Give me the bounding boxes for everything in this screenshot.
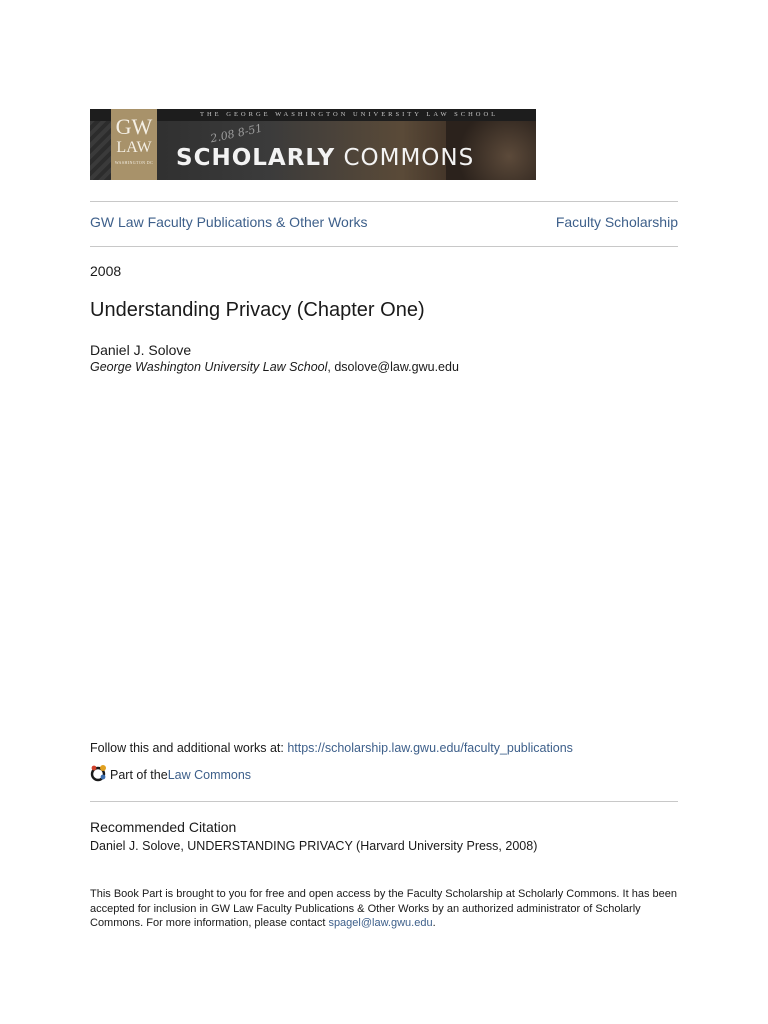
part-of-prefix: Part of the bbox=[110, 767, 168, 782]
banner-title-bold: SCHOLARLY bbox=[176, 145, 336, 171]
faculty-scholarship-link[interactable]: Faculty Scholarship bbox=[555, 214, 678, 230]
contact-email-link[interactable]: spagel@law.gwu.edu bbox=[328, 917, 433, 929]
follow-prefix: Follow this and additional works at: bbox=[90, 741, 288, 755]
author-affiliation bbox=[90, 360, 459, 374]
part-of-line bbox=[90, 764, 251, 785]
follow-line bbox=[90, 741, 573, 755]
scholarly-commons-banner bbox=[90, 109, 536, 180]
banner-title-rest: COMMONS bbox=[343, 145, 475, 171]
recommended-citation-text: Daniel J. Solove, UNDERSTANDING PRIVACY (Harvard University Press, 2008) bbox=[90, 839, 538, 853]
network-icon bbox=[90, 764, 110, 785]
logo-gw-text: GW bbox=[115, 114, 153, 139]
publication-year: 2008 bbox=[90, 263, 122, 279]
divider-citation bbox=[90, 801, 678, 802]
access-notice bbox=[90, 887, 678, 931]
logo-law-text: LAW bbox=[116, 139, 152, 156]
logo-small-text: WASHINGTON DC bbox=[114, 160, 154, 165]
affiliation-separator: , bbox=[327, 360, 335, 374]
banner-tagline: THE GEORGE WASHINGTON UNIVERSITY LAW SCHOOL bbox=[200, 111, 499, 118]
access-notice-text: This Book Part is brought to you for free and open access by the Faculty Scholarship at Scholarly Commons. It has been accepted for inclusion in GW Law Faculty Publications & Other Works by an authorized administrator of Scholarly Commons. For more information, please contact bbox=[90, 888, 677, 929]
author-email: dsolove@law.gwu.edu bbox=[334, 360, 459, 374]
author-name: Daniel J. Solove bbox=[90, 342, 192, 358]
document-title: Understanding Privacy (Chapter One) bbox=[90, 299, 425, 321]
divider-top bbox=[90, 201, 678, 202]
banner-title bbox=[176, 145, 474, 171]
banner-doodle: 2.08 8-51 bbox=[209, 121, 264, 146]
access-notice-end: . bbox=[432, 917, 436, 929]
collection-url-link[interactable]: https://scholarship.law.gwu.edu/faculty_publications bbox=[287, 741, 573, 755]
gw-law-logo bbox=[111, 109, 157, 180]
divider-nav bbox=[90, 246, 678, 247]
publications-collection-link[interactable]: GW Law Faculty Publications & Other Works bbox=[90, 214, 368, 230]
recommended-citation-heading: Recommended Citation bbox=[90, 819, 237, 835]
author-institution: George Washington University Law School bbox=[90, 360, 328, 374]
law-commons-link[interactable]: Law Commons bbox=[167, 767, 252, 782]
